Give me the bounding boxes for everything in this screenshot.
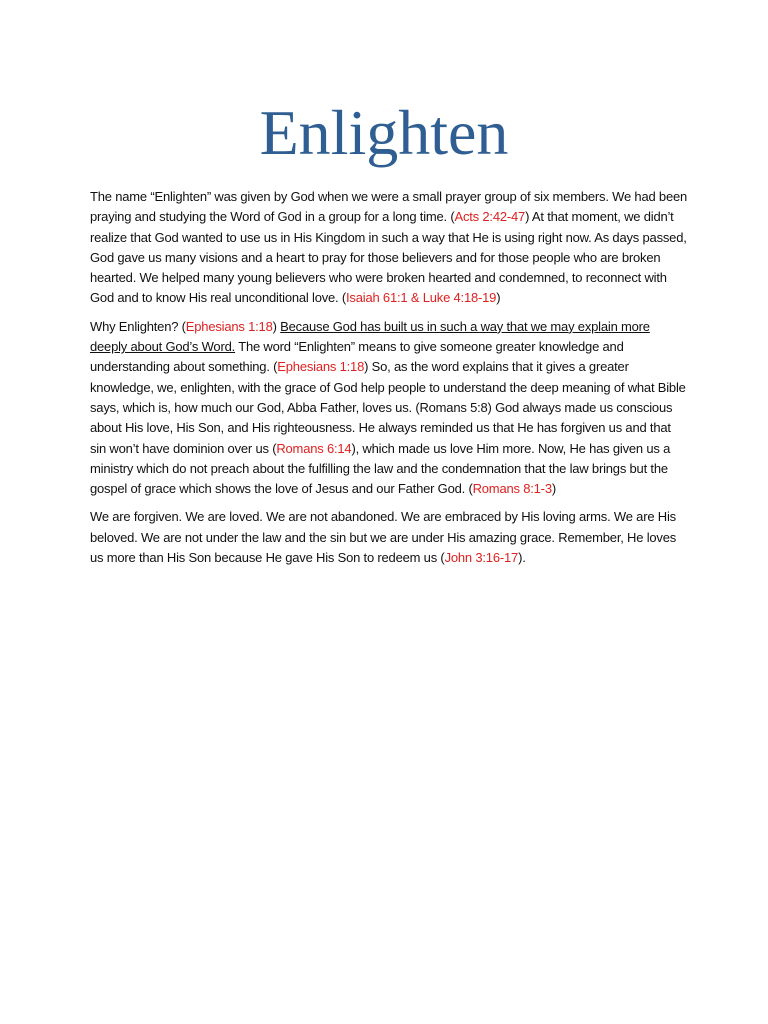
text-segment: ) [496,290,501,306]
scripture-reference: Ephesians 1:18 [185,318,273,334]
scripture-reference: Romans 8:1-3 [472,481,552,497]
document-title: Enlighten [259,97,509,168]
text-segment: Why Enlighten? ( [90,318,186,334]
text-segment: The word “Enlighten” means to give someone greater knowledge and understanding about something. ( [90,339,624,375]
scripture-reference: Acts 2:42-47 [454,209,526,225]
paragraph-origin [90,187,690,309]
scripture-reference: John 3:16-17 [444,550,519,566]
underlined-statement: Because God has built us in such a way that we may explain more deeply about God’s Word. [90,318,650,355]
text-segment: ), which made us love Him more. Now, He has given us a ministry which do not preach about the fulfilling the law and the condemnation that the law brings but the gospel of grace which shows the love of Jesus and our Father God. ( [90,440,671,497]
document-body [90,187,690,576]
text-segment: ) At that moment, we didn’t realize that God wanted to use us in His Kingdom in such a way that He is using right now. As days passed, God gave us many visions and a heart to pray for those believers and for those people who are broken hearted. We helped many young believers who were broken hearted and condemned, to reconnect with God and to know His real unconditional love. ( [90,209,687,306]
scripture-reference: Ephesians 1:18 [277,359,365,375]
paragraph-why-enlighten [90,317,690,500]
text-segment: ). [518,550,526,566]
text-segment: ) [272,318,281,334]
scripture-reference: Isaiah 61:1 & Luke 4:18-19 [346,290,497,306]
text-segment: We are forgiven. We are loved. We are not abandoned. We are embraced by His loving arms. We are His beloved. We are not under the law and the sin but we are under His amazing grace. Remember, He loves us more than His Son because He gave His Son to redeem us ( [90,509,677,566]
scripture-reference: Romans 6:14 [276,440,352,456]
text-segment: The name “Enlighten” was given by God when we were a small prayer group of six members. We had been praying and studying the Word of God in a group for a long time. ( [90,189,688,225]
text-segment: ) [551,481,556,497]
paragraph-forgiven [90,507,690,568]
text-segment: ) So, as the word explains that it gives a greater knowledge, we, enlighten, with the grace of God help people to understand the deep meaning of what Bible says, which is, how much our God, Abba Father, loves us. (Romans 5:8) God always made us conscious about His love, His Son, and His righteousness. He always reminded us that He has forgiven us and that sin won’t have dominion over us ( [90,359,686,456]
